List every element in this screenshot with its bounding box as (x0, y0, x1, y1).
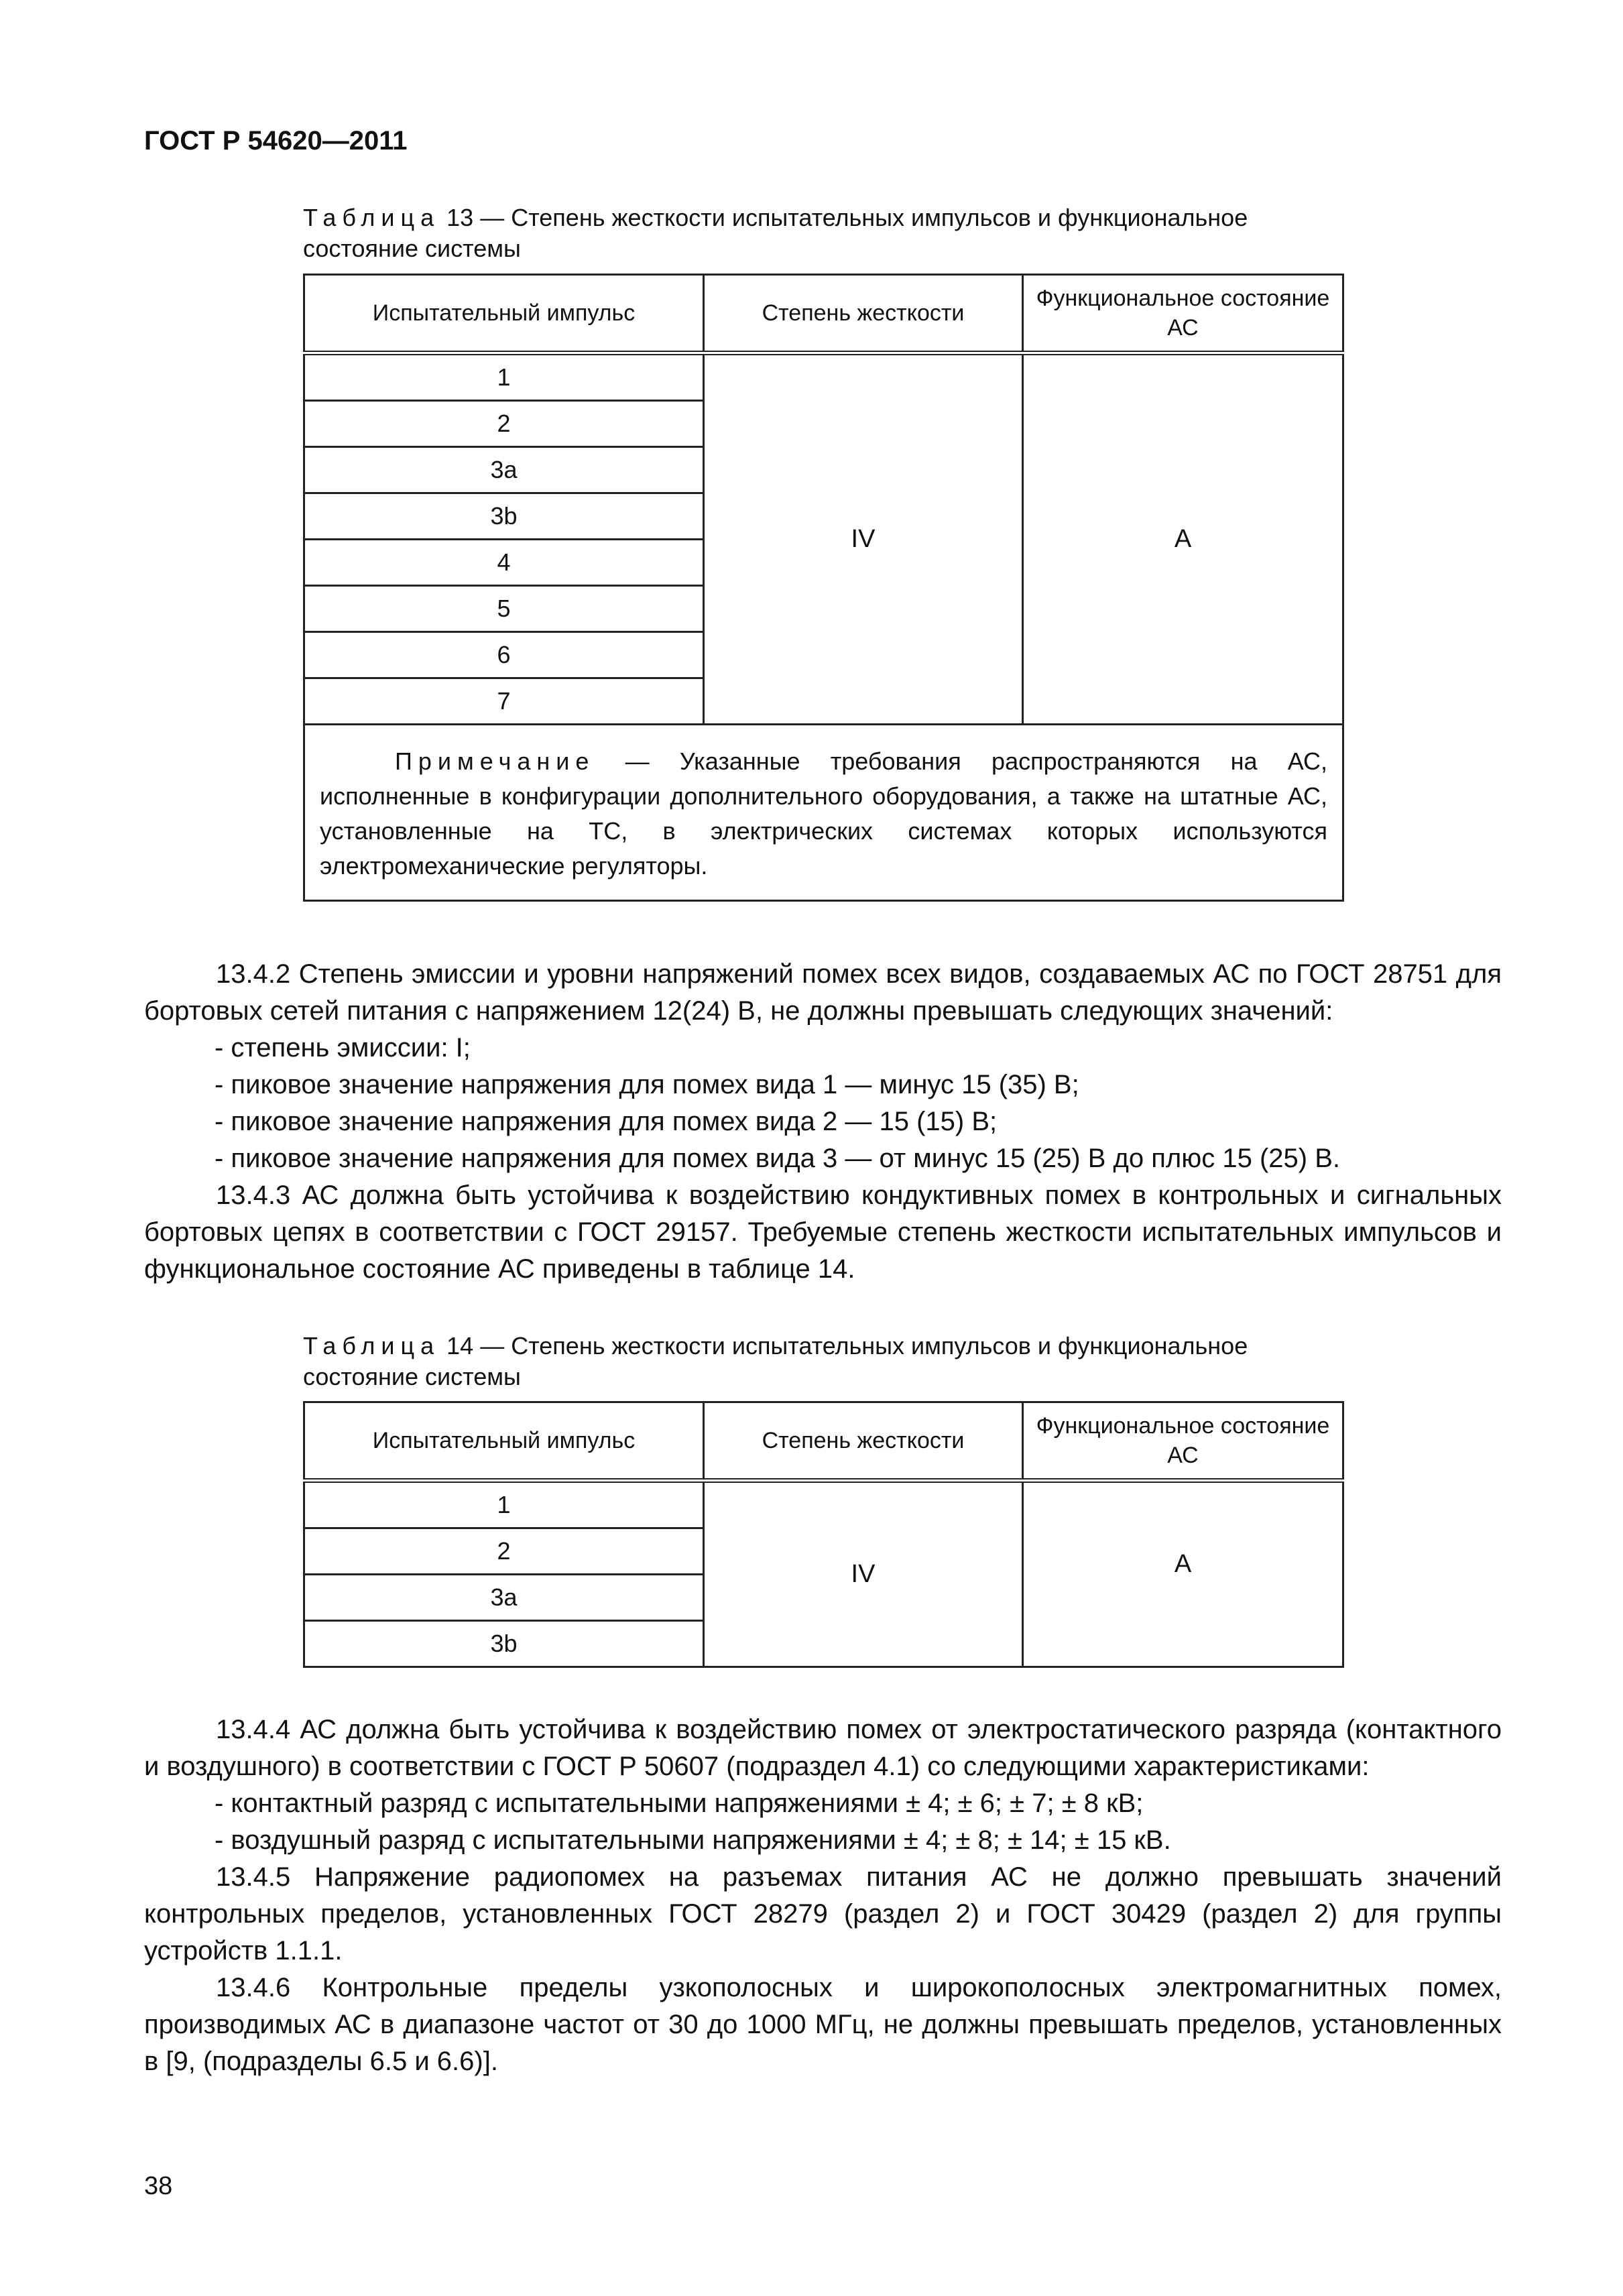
table14-caption-prefix: Таблица (303, 1332, 440, 1360)
paragraph-13-4-6: 13.4.6 Контрольные пределы узкополосных и широкополосных электромагнитных помех, производимых АС в диапазоне частот от 30 до 1000 МГц, не должны превышать пределов, установленных в [9, (подразделы 6.5 и 6.6)]. (144, 1973, 1502, 2076)
table13-pulse-cell: 1 (304, 353, 704, 401)
table13-note (304, 725, 1343, 901)
table13-caption (303, 202, 1342, 264)
section-13-4-4-6 (144, 1711, 1502, 2080)
list-item: - контактный разряд с испытательными напряжениями ± 4; ± 6; ± 7; ± 8 кВ; (215, 1789, 1144, 1818)
table13-note-prefix: Примечание (395, 747, 595, 775)
table13-header-pulse: Испытательный импульс (304, 275, 704, 353)
table14-header-pulse: Испытательный импульс (304, 1402, 704, 1481)
table14-header-state: Функциональное состояние АС (1023, 1402, 1343, 1481)
table13-caption-prefix: Таблица (303, 204, 440, 231)
list-item: - степень эмиссии: I; (215, 1033, 471, 1063)
table13-header-state: Функциональное состояние АС (1023, 275, 1343, 353)
list-item: - воздушный разряд с испытательными напряжениями ± 4; ± 8; ± 14; ± 15 кВ. (215, 1825, 1171, 1855)
table14-pulse-cell: 3a (304, 1575, 704, 1621)
table-14 (303, 1401, 1344, 1668)
paragraph-13-4-5: 13.4.5 Напряжение радиопомех на разъемах питания АС не должно превышать значений контрольных пределов, установленных ГОСТ 28279 (раздел 2) и ГОСТ 30429 (раздел 2) для группы устройств 1.1.1. (144, 1862, 1502, 1966)
table13-pulse-cell: 5 (304, 586, 704, 632)
section-13-4-2-3 (144, 956, 1502, 1288)
table13-pulse-cell: 4 (304, 540, 704, 586)
table14-caption (303, 1331, 1342, 1392)
table-13 (303, 274, 1344, 902)
list-item: - пиковое значение напряжения для помех вида 2 — 15 (15) В; (215, 1107, 998, 1136)
table13-header-severity: Степень жесткости (704, 275, 1023, 353)
table14-state-cell: А (1023, 1481, 1343, 1667)
table13-pulse-cell: 3b (304, 493, 704, 540)
table13-pulse-cell: 2 (304, 401, 704, 447)
table14-pulse-cell: 1 (304, 1481, 704, 1528)
table13-state-cell: А (1023, 353, 1343, 725)
page-number: 38 (144, 2172, 173, 2200)
table13-caption-text: 13 — Степень жесткости испытательных импульсов и функциональное состояние системы (303, 204, 1248, 262)
table13-note-text: — Указанные требования распространяются на АС, исполненные в конфигурации дополнительного оборудования, а также на штатные АС, установленные на ТС, в электрических системах которых используются электромеханические регуляторы. (320, 747, 1327, 880)
table14-caption-text: 14 — Степень жесткости испытательных импульсов и функциональное состояние системы (303, 1332, 1248, 1390)
paragraph-13-4-2: 13.4.2 Степень эмиссии и уровни напряжений помех всех видов, создаваемых АС по ГОСТ 28751 для бортовых сетей питания с напряжением 12(24) В, не должны превышать следующих значений: (144, 959, 1502, 1026)
table13-pulse-cell: 3a (304, 447, 704, 493)
paragraph-13-4-4: 13.4.4 АС должна быть устойчива к воздействию помех от электростатического разряда (контактного и воздушного) в соответствии с ГОСТ Р 50607 (подраздел 4.1) со следующими характеристиками: (144, 1715, 1502, 1781)
table14-pulse-cell: 2 (304, 1528, 704, 1575)
list-item: - пиковое значение напряжения для помех вида 1 — минус 15 (35) В; (215, 1070, 1079, 1099)
table13-severity-cell: IV (704, 353, 1023, 725)
table14-pulse-cell: 3b (304, 1621, 704, 1667)
list-item: - пиковое значение напряжения для помех вида 3 — от минус 15 (25) В до плюс 15 (25) В. (215, 1144, 1340, 1173)
table13-pulse-cell: 7 (304, 678, 704, 725)
table13-pulse-cell: 6 (304, 632, 704, 678)
paragraph-13-4-3: 13.4.3 АС должна быть устойчива к воздействию кондуктивных помех в контрольных и сигнальных бортовых цепях в соответствии с ГОСТ 29157. Требуемые степень жесткости испытательных импульсов и функциональное состояние АС приведены в таблице 14. (144, 1181, 1502, 1284)
document-header: ГОСТ Р 54620—2011 (144, 126, 408, 156)
table14-header-severity: Степень жесткости (704, 1402, 1023, 1481)
table14-severity-cell: IV (704, 1481, 1023, 1667)
